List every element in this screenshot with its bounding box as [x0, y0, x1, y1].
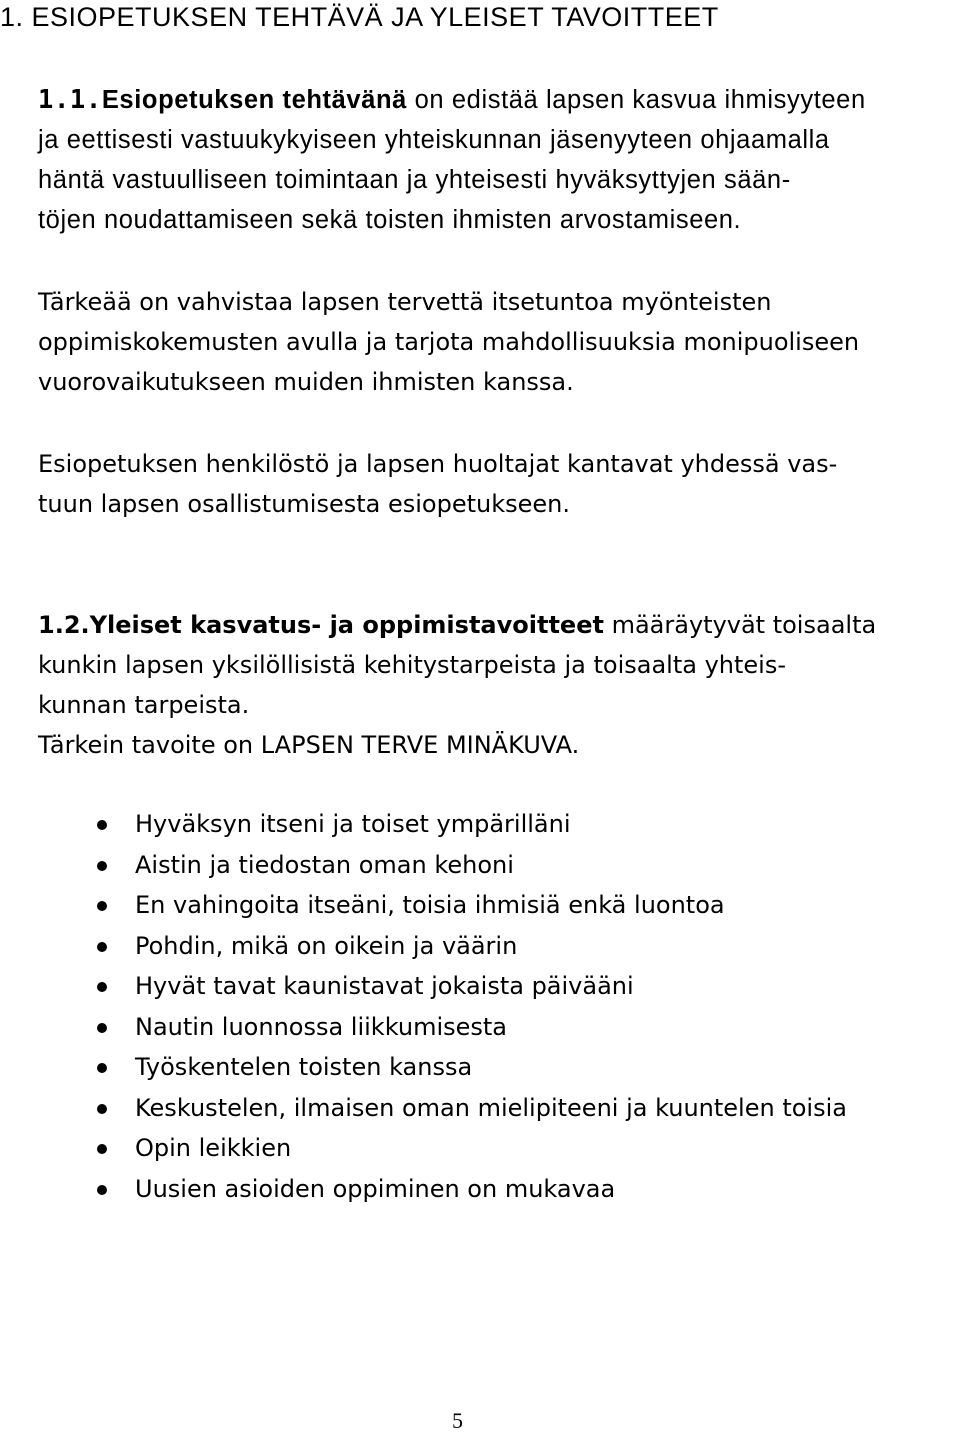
- list-item: En vahingoita itseäni, toisia ihmisiä enkä luontoa: [0, 885, 960, 926]
- paragraph-self-esteem: [38, 282, 958, 402]
- section-1-1-line-3: häntä vastuulliseen toimintaan ja yhteisesti hyväksyttyjen sään-: [38, 166, 791, 194]
- paragraph-line: tuun lapsen osallistumisesta esiopetukseen.: [38, 490, 570, 518]
- section-1-1-line-4: töjen noudattamiseen sekä toisten ihmisten arvostamiseen.: [38, 206, 742, 234]
- list-item: Työskentelen toisten kanssa: [0, 1047, 960, 1088]
- bullet-icon: [97, 1104, 107, 1114]
- list-item: Hyvät tavat kaunistavat jokaista päivääni: [0, 966, 960, 1007]
- chapter-heading: 1. ESIOPETUKSEN TEHTÄVÄ JA YLEISET TAVOITTEET: [0, 2, 719, 32]
- bullet-icon: [97, 901, 107, 911]
- section-1-1: [38, 80, 958, 240]
- section-1-1-lead: Esiopetuksen tehtävänä: [101, 86, 407, 114]
- list-item: Aistin ja tiedostan oman kehoni: [0, 845, 960, 886]
- bullet-icon: [97, 820, 107, 830]
- bullet-icon: [97, 982, 107, 992]
- list-item: Uusien asioiden oppiminen on mukavaa: [0, 1169, 960, 1210]
- section-1-1-line-1: 1.1.Esiopetuksen tehtävänä on edistää lapsen kasvua ihmisyyteen: [38, 85, 866, 115]
- section-1-2-line-1: 1.2.Yleiset kasvatus- ja oppimistavoitteet määräytyvät toisaalta: [38, 611, 877, 639]
- list-item: Hyväksyn itseni ja toiset ympärilläni: [0, 804, 960, 845]
- paragraph-line: oppimiskokemusten avulla ja tarjota mahdollisuuksia monipuoliseen: [38, 328, 860, 356]
- list-item: Nautin luonnossa liikkumisesta: [0, 1007, 960, 1048]
- section-number: 1.1.: [38, 85, 102, 115]
- list-item: Keskustelen, ilmaisen oman mielipiteeni ja kuuntelen toisia: [0, 1088, 960, 1129]
- section-1-2-line-2: kunkin lapsen yksilöllisistä kehitystarpeista ja toisaalta yhteis-: [38, 651, 786, 679]
- bullet-icon: [97, 861, 107, 871]
- paragraph-line: Esiopetuksen henkilöstö ja lapsen huoltajat kantavat yhdessä vas-: [38, 450, 838, 478]
- bullet-icon: [97, 942, 107, 952]
- paragraph-responsibility: [38, 444, 958, 524]
- goals-list: [0, 804, 960, 1209]
- paragraph-line: Tärkeää on vahvistaa lapsen tervettä itsetuntoa myönteisten: [38, 288, 772, 316]
- bullet-icon: [97, 1185, 107, 1195]
- paragraph-line: vuorovaikutukseen muiden ihmisten kanssa.: [38, 368, 574, 396]
- section-1-1-line-2: ja eettisesti vastuukykyiseen yhteiskunnan jäsenyyteen ohjaamalla: [38, 126, 830, 154]
- main-goal: Tärkein tavoite on LAPSEN TERVE MINÄKUVA.: [38, 731, 580, 759]
- bullet-icon: [97, 1023, 107, 1033]
- section-1-2-line-3: kunnan tarpeista.: [38, 691, 250, 719]
- list-item: Opin leikkien: [0, 1128, 960, 1169]
- bullet-icon: [97, 1063, 107, 1073]
- page-number: 5: [452, 1408, 463, 1433]
- bullet-icon: [97, 1144, 107, 1154]
- section-1-2: [38, 605, 958, 765]
- list-item: Pohdin, mikä on oikein ja väärin: [0, 926, 960, 967]
- section-1-2-lead: 1.2.Yleiset kasvatus- ja oppimistavoitteet: [38, 611, 604, 639]
